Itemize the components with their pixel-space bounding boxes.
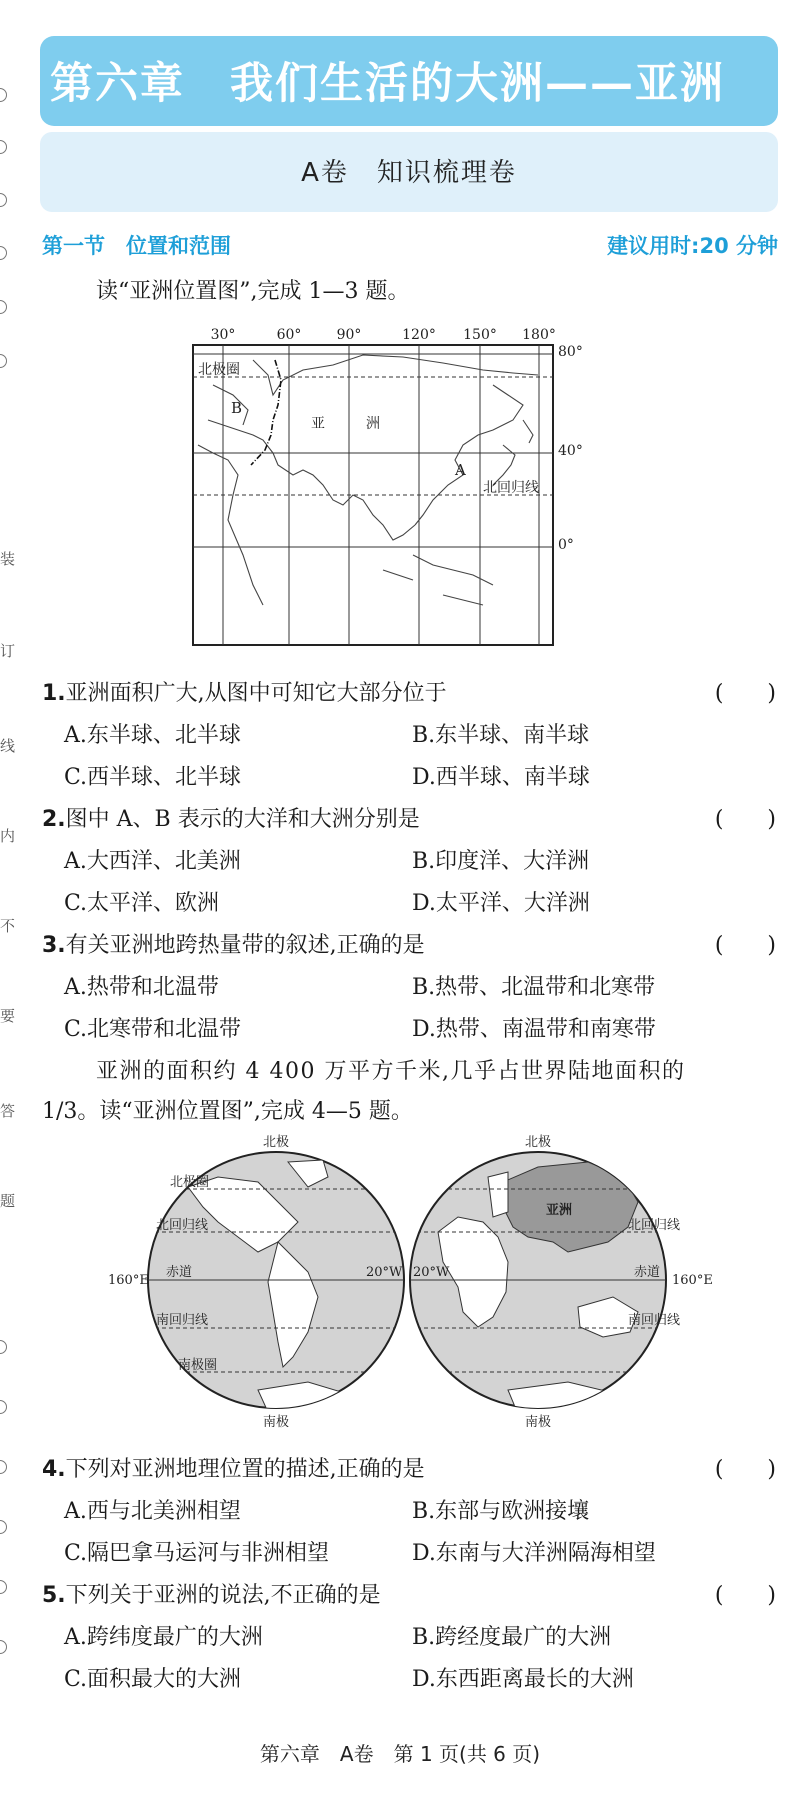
tropic-n-label: 北回归线 [156,1218,209,1233]
asia-label: 亚洲 [546,1203,573,1218]
question-4: 4.下列对亚洲地理位置的描述,正确的是 [42,1457,425,1482]
section-title: 第一节 位置和范围 [42,234,231,258]
south-pole-label: 南极 [262,1415,290,1430]
answer-blank[interactable]: ( ) [714,1583,776,1608]
binding-hole [0,300,7,314]
subtitle: A卷 知识梳理卷 [301,158,517,188]
option-c[interactable]: C.太平洋、欧洲 [64,891,220,916]
lon-160e-left: 160°E [108,1273,149,1288]
binding-hole [0,140,7,154]
subtitle-bar [40,132,778,212]
margin-char: 题 [0,1192,16,1210]
binding-hole [0,1460,7,1474]
margin-char: 不 [0,917,16,935]
option-d[interactable]: D.东西距离最长的大洲 [412,1667,634,1692]
binding-hole [0,1520,7,1534]
answer-blank[interactable]: ( ) [714,1457,776,1482]
answer-blank[interactable]: ( ) [714,807,776,832]
binding-hole [0,1400,7,1414]
label-B: B [231,399,243,417]
lon-20w-left: 20°W [366,1265,403,1280]
option-d[interactable]: D.热带、南温带和南寒带 [412,1017,656,1042]
lon-label: 90° [336,327,362,343]
asia-char-2: 洲 [366,416,380,432]
binding-hole [0,193,7,207]
binding-hole [0,1580,7,1594]
lon-160e-right: 160°E [672,1273,713,1288]
margin-char: 装 [0,550,16,568]
hemispheres-map [108,1132,713,1430]
lon-20w-right: 20°W [413,1265,450,1280]
suggested-time: 建议用时:20 分钟 [607,234,778,258]
lat-label: 80° [558,344,583,360]
question-2: 2.图中 A、B 表示的大洋和大洲分别是 [42,807,420,832]
option-a[interactable]: A.西与北美洲相望 [64,1499,241,1524]
lat-label: 40° [558,443,583,459]
tropic-n-label: 北回归线 [628,1218,681,1233]
binding-hole [0,88,7,102]
lon-label: 150° [463,327,497,343]
tropic-s-label: 南回归线 [156,1313,209,1328]
option-b[interactable]: B.东半球、南半球 [412,723,590,748]
north-pole-label: 北极 [262,1135,290,1150]
answer-blank[interactable]: ( ) [714,681,776,706]
binding-hole [0,246,7,260]
option-b[interactable]: B.印度洋、大洋洲 [412,849,590,874]
option-d[interactable]: D.太平洋、大洋洲 [412,891,590,916]
north-pole-label: 北极 [524,1135,552,1150]
chapter-title: 第六章 我们生活的大洲——亚洲 [50,59,725,109]
intro-4-5-line1: 亚洲的面积约 4 400 万平方千米,几乎占世界陆地面积的 [96,1059,686,1084]
lon-label: 120° [402,327,436,343]
margin-char: 订 [0,642,16,660]
binding-hole [0,1340,7,1354]
margin-char: 要 [0,1007,16,1025]
option-c[interactable]: C.北寒带和北温带 [64,1017,242,1042]
tropic-s-label: 南回归线 [628,1313,681,1328]
option-a[interactable]: A.大西洋、北美洲 [64,849,241,874]
asia-char-1: 亚 [311,416,325,432]
arctic-circle-label: 北极圈 [198,362,240,378]
margin-char: 线 [0,737,16,755]
margin-char: 内 [0,827,16,845]
lon-label: 60° [276,327,302,343]
option-c[interactable]: C.西半球、北半球 [64,765,242,790]
lat-label: 0° [558,537,574,553]
label-A: A [455,461,466,479]
south-pole-label: 南极 [524,1415,552,1430]
option-a[interactable]: A.热带和北温带 [64,975,219,1000]
option-b[interactable]: B.跨经度最广的大洲 [412,1625,612,1650]
question-3: 3.有关亚洲地跨热量带的叙述,正确的是 [42,933,425,958]
binding-hole [0,1640,7,1654]
option-a[interactable]: A.东半球、北半球 [64,723,241,748]
lon-label: 30° [210,327,236,343]
question-1: 1.亚洲面积广大,从图中可知它大部分位于 [42,681,447,706]
option-d[interactable]: D.东南与大洋洲隔海相望 [412,1541,656,1566]
chapter-title-bar [40,36,778,126]
asia-location-map [193,325,595,650]
option-c[interactable]: C.隔巴拿马运河与非洲相望 [64,1541,330,1566]
arctic-label: 北极圈 [170,1175,210,1190]
option-b[interactable]: B.热带、北温带和北寒带 [412,975,656,1000]
equator-label: 赤道 [166,1265,193,1280]
question-5: 5.下列关于亚洲的说法,不正确的是 [42,1583,381,1608]
equator-label: 赤道 [634,1265,661,1280]
tropic-cancer-label: 北回归线 [483,480,539,496]
option-c[interactable]: C.面积最大的大洲 [64,1667,242,1692]
option-a[interactable]: A.跨纬度最广的大洲 [64,1625,263,1650]
intro-1-3: 读“亚洲位置图”,完成 1—3 题。 [96,279,410,304]
lon-label: 180° [522,327,556,343]
answer-blank[interactable]: ( ) [714,933,776,958]
page-footer: 第六章 A卷 第 1 页(共 6 页) [259,1742,541,1766]
binding-hole [0,354,7,368]
option-b[interactable]: B.东部与欧洲接壤 [412,1499,590,1524]
margin-char: 答 [0,1102,16,1120]
option-d[interactable]: D.西半球、南半球 [412,765,590,790]
antarctic-label: 南极圈 [178,1358,218,1373]
intro-4-5-line2: 1/3。读“亚洲位置图”,完成 4—5 题。 [42,1099,413,1124]
